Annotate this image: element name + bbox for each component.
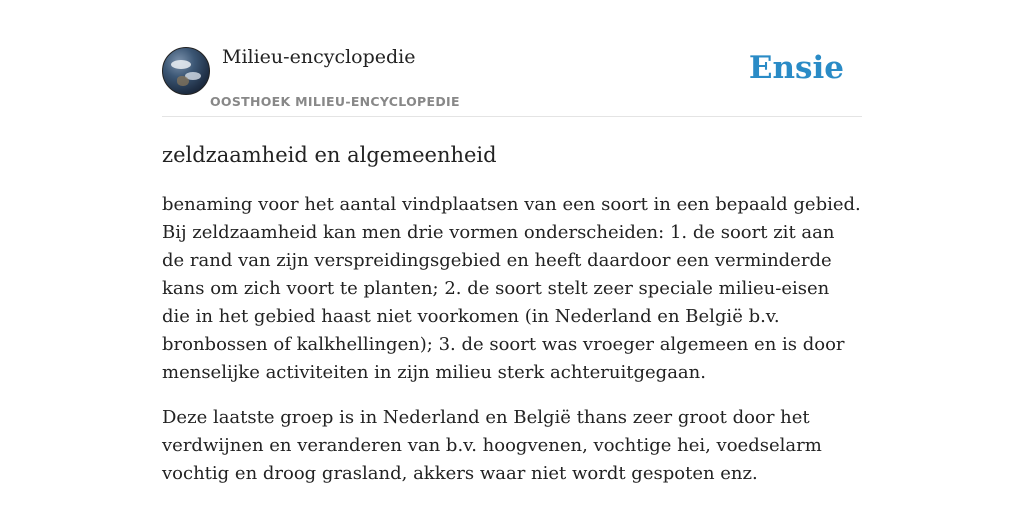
article-paragraph: benaming voor het aantal vindplaatsen van een soort in een bepaald gebied. Bij zeldzaamheid kan men drie vormen onderscheiden: 1. de soort zit aan de rand van zijn verspreidingsgebied en heeft daardoor een verminderde kans om zich voort te planten; 2. de soort stelt zeer speciale milieu-eisen die in het gebied haast niet voorkomen (in Nederland en België b.v. bronbossen of kalkhellingen); 3. de soort was vroeger algemeen en is door menselijke activiteiten in zijn milieu sterk achteruitgegaan. bbox=[162, 194, 861, 383]
brand-logo-link[interactable]: Ensie bbox=[748, 50, 844, 86]
site-subtitle: OOSTHOEK MILIEU-ENCYCLOPEDIE bbox=[210, 94, 460, 109]
site-name-link[interactable]: Milieu-encyclopedie bbox=[222, 46, 416, 68]
earth-globe-icon[interactable] bbox=[162, 47, 210, 95]
site-header bbox=[162, 44, 862, 117]
article-title: zeldzaamheid en algemeenheid bbox=[162, 143, 497, 167]
article-paragraph: Deze laatste groep is in Nederland en België thans zeer groot door het verdwijnen en veranderen van b.v. hoogvenen, vochtige hei, voedselarm vochtig en droog grasland, akkers waar niet wordt gespoten enz. bbox=[162, 407, 822, 484]
article bbox=[162, 140, 862, 505]
